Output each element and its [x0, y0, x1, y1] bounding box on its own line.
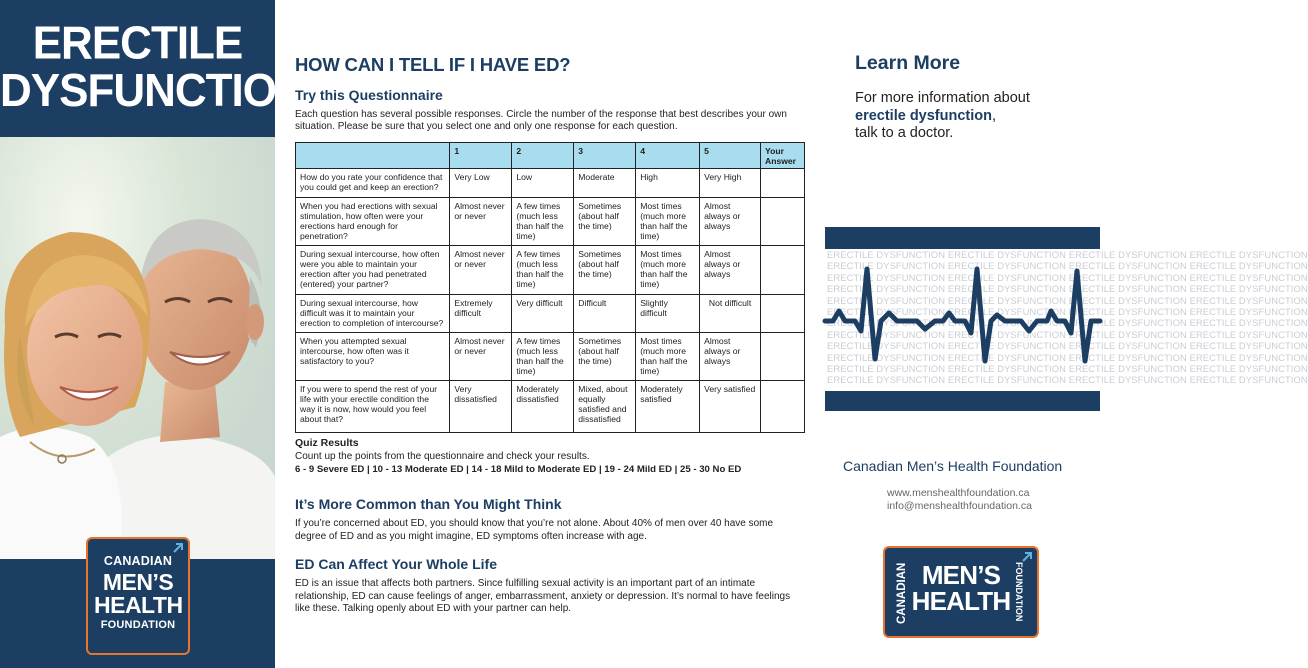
ekg-banner [825, 249, 1308, 391]
affect-section-title: ED Can Affect Your Whole Life [295, 556, 497, 572]
response-cell: Most times (much more than half the time) [636, 333, 700, 381]
question-cell: During sexual intercourse, how often were you able to maintain your erection after you had penetrated (entered) your partner? [296, 246, 450, 295]
response-cell: Moderate [574, 169, 636, 198]
table-row [296, 295, 805, 333]
email-link[interactable]: info@menshealthfoundation.ca [887, 500, 1032, 512]
banner-repeat-text: ERECTILE DYSFUNCTION ERECTILE DYSFUNCTION ERECTILE DYSFUNCTION ERECTILE DYSFUNCTION [827, 351, 1308, 363]
response-cell: Almost always or always [700, 333, 761, 381]
logo-line-foundation: FOUNDATION [100, 618, 176, 631]
affect-section-text: ED is an issue that affects both partners. Since fulfilling sexual activity is an important part of an intimate relationship, ED can cause feelings of anger, embarrassment, anxiety or depression. It’s normal to have feelings like these. Talking openly about ED with your partner can help. [295, 578, 791, 614]
response-cell: Almost always or always [700, 198, 761, 246]
banner-repeat-text: ERECTILE DYSFUNCTION ERECTILE DYSFUNCTION ERECTILE DYSFUNCTION ERECTILE DYSFUNCTION [827, 374, 1308, 386]
question-cell: When you attempted sexual intercourse, how often was it satisfactory to you? [296, 333, 450, 381]
questionnaire-panel [295, 0, 810, 668]
foundation-logo-horizontal [883, 546, 1039, 638]
quiz-results-scale: 6 - 9 Severe ED | 10 - 13 Moderate ED | 14 - 18 Mild to Moderate ED | 19 - 24 Mild ED | 25 - 30 No ED [295, 464, 742, 475]
quiz-results-title: Quiz Results [295, 437, 359, 449]
question-cell: If you were to spend the rest of your life with your erectile condition the way it is now, how would you feel about that? [296, 381, 450, 433]
banner-repeat-text: ERECTILE DYSFUNCTION ERECTILE DYSFUNCTION ERECTILE DYSFUNCTION ERECTILE DYSFUNCTION [827, 249, 1308, 260]
table-header-cell-answer: Your Answer [760, 143, 804, 169]
table-header-cell [296, 143, 450, 169]
logo-center [911, 562, 1011, 614]
questionnaire-title: Try this Questionnaire [295, 87, 443, 103]
table-row [296, 381, 805, 433]
info-panel [825, 0, 1308, 668]
response-cell: Extremely difficult [450, 295, 512, 333]
logo-line-canadian: CANADIAN [103, 554, 173, 568]
table-header-cell: 1 [450, 143, 512, 169]
question-cell: When you had erections with sexual stimulation, how often were your erections hard enough for penetration? [296, 198, 450, 246]
logo-line-mens: MEN’S [921, 560, 1001, 590]
table-header-row [296, 143, 805, 169]
banner-repeat-text: ERECTILE DYSFUNCTION ERECTILE DYSFUNCTION ERECTILE DYSFUNCTION ERECTILE DYSFUNCTION [827, 271, 1308, 283]
learn-more-title: Learn More [855, 52, 961, 74]
learn-more-text [855, 90, 1085, 143]
logo-line-mens: MEN’S [102, 568, 174, 595]
page-heading: HOW CAN I TELL IF I HAVE ED? [295, 54, 571, 75]
response-cell: Slightly difficult [636, 295, 700, 333]
logo-line-health: HEALTH [94, 591, 183, 618]
common-section-title: It’s More Common than You Might Think [295, 496, 562, 512]
foundation-name: Canadian Men’s Health Foundation [843, 458, 1063, 474]
logo-line-health: HEALTH [911, 586, 1011, 616]
response-cell: High [636, 169, 700, 198]
response-cell: Sometimes (about half the time) [574, 246, 636, 295]
banner-repeat-text: ERECTILE DYSFUNCTION ERECTILE DYSFUNCTION ERECTILE DYSFUNCTION ERECTILE DYSFUNCTION [827, 306, 1308, 318]
question-cell: During sexual intercourse, how difficult was it to maintain your erection to completion of intercourse? [296, 295, 450, 333]
cover-title-line2: DYSFUNCTION [0, 64, 307, 117]
logo-vertical-canadian-text: CANADIAN [896, 562, 908, 624]
response-cell: Most times (much more than half the time) [636, 246, 700, 295]
question-cell: How do you rate your confidence that you could get and keep an erection? [296, 169, 450, 198]
website-link[interactable]: www.menshealthfoundation.ca [887, 487, 1030, 499]
left-panel [0, 0, 307, 668]
response-cell: Not difficult [700, 295, 761, 333]
logo-vertical-foundation [1011, 558, 1029, 628]
learn-more-text-c: talk to a doctor. [855, 125, 954, 141]
table-header-cell: 3 [574, 143, 636, 169]
table-header-cell: 2 [512, 143, 574, 169]
response-cell: A few times (much less than half the time) [512, 333, 574, 381]
response-cell: Very difficult [512, 295, 574, 333]
response-cell: Sometimes (about half the time) [574, 198, 636, 246]
logo-vertical-foundation-text: FOUNDATION [1014, 562, 1024, 622]
banner-top-stripe [825, 227, 1100, 249]
banner-repeat-text: ERECTILE DYSFUNCTION ERECTILE DYSFUNCTION ERECTILE DYSFUNCTION ERECTILE DYSFUNCTION [827, 260, 1308, 272]
banner-repeat-text: ERECTILE DYSFUNCTION ERECTILE DYSFUNCTION ERECTILE DYSFUNCTION ERECTILE DYSFUNCTION [827, 363, 1308, 375]
couple-illustration [0, 137, 275, 559]
banner-repeat-text: ERECTILE DYSFUNCTION ERECTILE DYSFUNCTION ERECTILE DYSFUNCTION ERECTILE DYSFUNCTION [827, 317, 1308, 329]
response-cell: Very dissatisfied [450, 381, 512, 433]
response-cell: Moderately satisfied [636, 381, 700, 433]
response-cell: Almost never or never [450, 198, 512, 246]
response-cell: Very satisfied [700, 381, 761, 433]
quiz-results-text: Count up the points from the questionnaire and check your results. [295, 451, 590, 462]
banner-repeat-text: ERECTILE DYSFUNCTION ERECTILE DYSFUNCTION ERECTILE DYSFUNCTION ERECTILE DYSFUNCTION [827, 283, 1308, 295]
response-cell: Almost always or always [700, 246, 761, 295]
learn-more-comma: , [991, 107, 997, 124]
response-cell: Very Low [450, 169, 512, 198]
answer-cell[interactable] [760, 246, 804, 295]
answer-cell[interactable] [760, 169, 804, 198]
cover-title [0, 17, 307, 117]
table-header-cell: 4 [636, 143, 700, 169]
learn-more-highlight: erectile dysfunction [855, 107, 992, 124]
response-cell: Low [512, 169, 574, 198]
response-cell: Most times (much more than half the time) [636, 198, 700, 246]
table-row [296, 246, 805, 295]
questionnaire-intro: Each question has several possible responses. Circle the number of the response that best describes your own situation. Please be sure that you select one and only one response for each question. [295, 109, 787, 132]
arrow-up-right-icon [172, 542, 184, 554]
response-cell: Difficult [574, 295, 636, 333]
heartbeat-line-icon [825, 249, 1308, 391]
cover-title-line1: ERECTILE [32, 17, 243, 70]
response-cell: A few times (much less than half the time) [512, 198, 574, 246]
response-cell: Moderately dissatisfied [512, 381, 574, 433]
logo-vertical-canadian [891, 558, 911, 628]
learn-more-text-a: For more information about [855, 90, 1030, 106]
response-cell: Almost never or never [450, 333, 512, 381]
banner-repeat-text: ERECTILE DYSFUNCTION ERECTILE DYSFUNCTION ERECTILE DYSFUNCTION ERECTILE DYSFUNCTION [827, 294, 1308, 306]
table-row [296, 333, 805, 381]
answer-cell[interactable] [760, 333, 804, 381]
couple-photo [0, 137, 275, 559]
response-cell: Almost never or never [450, 246, 512, 295]
answer-cell[interactable] [760, 381, 804, 433]
table-row [296, 169, 805, 198]
questionnaire-table [295, 142, 805, 433]
answer-cell[interactable] [760, 295, 804, 333]
table-header-cell: 5 [700, 143, 761, 169]
response-cell: Very High [700, 169, 761, 198]
banner-repeat-text: ERECTILE DYSFUNCTION ERECTILE DYSFUNCTION ERECTILE DYSFUNCTION ERECTILE DYSFUNCTION [827, 328, 1308, 340]
foundation-logo [86, 537, 190, 655]
banner-bottom-stripe [825, 391, 1100, 411]
response-cell: Mixed, about equally satisfied and dissatisfied [574, 381, 636, 433]
response-cell: Sometimes (about half the time) [574, 333, 636, 381]
banner-repeat-text: ERECTILE DYSFUNCTION ERECTILE DYSFUNCTION ERECTILE DYSFUNCTION ERECTILE DYSFUNCTION [827, 340, 1308, 352]
answer-cell[interactable] [760, 198, 804, 246]
table-row [296, 198, 805, 246]
response-cell: A few times (much less than half the time) [512, 246, 574, 295]
common-section-text: If you’re concerned about ED, you should know that you’re not alone. About 40% of men over 40 have some degree of ED and as you might imagine, ED symptoms often increase with age. [295, 518, 774, 542]
